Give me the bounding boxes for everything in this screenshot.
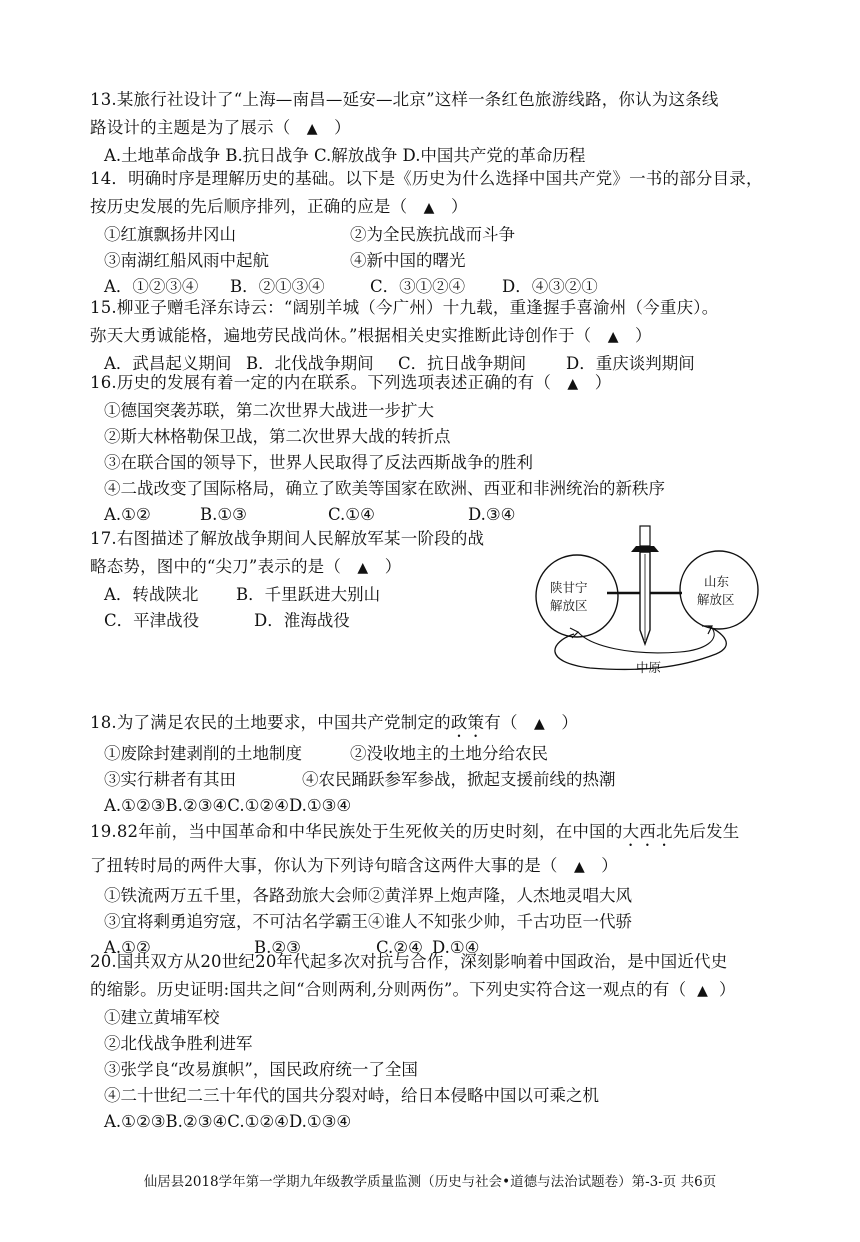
q16-item-1: ①德国突袭苏联，第二次世界大战进一步扩大 (104, 401, 434, 420)
q18-items-row-1 (90, 741, 800, 767)
page-footer: 仙居县2018学年第一学期九年级教学质量监测（历史与社会•道德与法治试题卷）第-3-页 共6页 (143, 1174, 717, 1190)
strategy-map-figure (530, 522, 770, 680)
q17-option-d: D．淮海战役 (254, 611, 350, 630)
q15-option-b: B．北伐战争期间 (246, 354, 374, 373)
q14-option-a: A．①②③④ (104, 277, 199, 296)
q19-stem-emphasis: 大西北 (622, 822, 673, 841)
q19-option-c: C.②④ (376, 938, 423, 957)
q13-options: A.土地革命战争 B.抗日战争 C.解放战争 D.中国共产党的革命历程 (104, 146, 586, 165)
q14-stem-line-1: 14．明确时序是理解历史的基础。以下是《历史为什么选择中国共产党》一书的部分目录， (90, 169, 763, 188)
q16-answer-mark: ▲ (567, 376, 579, 392)
q15-close-paren: ） (635, 326, 652, 345)
q17-answer-mark: ▲ (357, 560, 369, 576)
q17-close-paren: ） (384, 557, 402, 576)
q17-option-b: B．千里跃进大别山 (236, 585, 381, 604)
q16-option-d: D.③④ (468, 505, 516, 524)
q16-option-a: A.①② (104, 505, 151, 524)
q17-stem-line-1: 17.右图描述了解放战争期间人民解放军某一阶段的战 (90, 529, 485, 548)
q19-answer-mark: ▲ (573, 859, 585, 875)
dagger-pommel (631, 546, 659, 552)
q18-stem-text: 18.为了满足农民的土地要求，中国共产党制定的 (90, 713, 451, 732)
q19-stem-text: 19.82年前，当中国革命和中华民族处于生死攸关的历史时刻，在中国的 (90, 822, 623, 841)
q18-item-4: ④农民踊跃参军参战，掀起支援前线的热潮 (302, 770, 616, 789)
q16-option-b: B.①③ (200, 505, 247, 524)
q14-option-d: D．④③②① (502, 277, 598, 296)
map-label-right-1: 山东 (704, 574, 730, 589)
q19-option-b: B.②③ (254, 938, 301, 957)
q16-close-paren: ） (594, 373, 612, 392)
q19-items-row-2: ③宜将剩勇追穷寇，不可沽名学霸王④谁人不知张少帅，千古功臣一代骄 (104, 912, 632, 931)
q13-stem-line-2 (90, 114, 800, 143)
q13-stem-text: 路设计的主题是为了展示（ (90, 118, 291, 137)
q14-stem-text: 按历史发展的先后顺序排列，正确的应是（ (90, 197, 408, 216)
q16-item-3: ③在联合国的领导下，世界人民取得了反法西斯战争的胜利 (104, 453, 533, 472)
q16-stem-text: 16.历史的发展有着一定的内在联系。下列选项表述正确的有（ (90, 373, 552, 392)
dagger-handle (640, 526, 650, 546)
map-label-left-2: 解放区 (550, 598, 588, 613)
q19-stem-end: 先后发生 (672, 822, 740, 841)
q18-items-row-2 (90, 767, 800, 793)
question-13 (90, 86, 800, 169)
q18-close-paren: ） (561, 713, 579, 732)
q18-stem-end: 有（ (484, 713, 518, 732)
q18-answer-mark: ▲ (534, 716, 545, 732)
q13-answer-mark: ▲ (306, 121, 318, 137)
q19-stem-text-2: 了扭转时局的两件大事，你认为下列诗句暗含这两件大事的是（ (90, 856, 558, 875)
q20-stem-text: 的缩影。历史证明:国共之间“合则两利,分则两伤”。下列史实符合这一观点的有（ (90, 980, 687, 999)
q16-stem (90, 369, 800, 398)
q20-item-4: ④二十世纪二三十年代的国共分裂对峙，给日本侵略中国以可乘之机 (104, 1086, 599, 1105)
q18-options: A.①②③B.②③④C.①②④D.①③④ (104, 796, 352, 815)
q18-stem-emphasis: 政策 (450, 713, 485, 732)
q16-option-c: C.①④ (328, 505, 375, 524)
map-label-left-1: 陕甘宁 (550, 580, 588, 595)
q15-answer-mark: ▲ (607, 329, 619, 345)
q20-options: A.①②③B.②③④C.①②④D.①③④ (104, 1112, 352, 1131)
q20-stem-line-1: 20.国共双方从20世纪20年代起多次对抗与合作，深刻影响着中国政治，是中国近代史 (90, 952, 728, 971)
q14-item-2: ②为全民族抗战而斗争 (350, 225, 515, 244)
q15-stem-line-1: 15.柳亚子赠毛泽东诗云：“阔别羊城（今广州）十九载，重逢握手喜渝州（今重庆）。 (90, 298, 719, 317)
q19-items-row-1: ①铁流两万五千里，各路劲旅大会师②黄洋界上炮声隆，人杰地灵唱大风 (104, 886, 632, 905)
q14-option-c: C．③①②④ (370, 277, 466, 296)
q14-item-1: ①红旗飘扬井冈山 (104, 225, 236, 244)
q20-item-2: ②北伐战争胜利进军 (104, 1034, 253, 1053)
q19-stem-line-2 (90, 850, 800, 883)
q19-close-paren: ） (601, 856, 618, 875)
question-15 (90, 294, 800, 377)
q17-stem-line-2 (90, 553, 520, 582)
question-14 (90, 165, 800, 300)
question-18 (90, 709, 800, 819)
left-region-circle (536, 555, 618, 637)
q14-answer-mark: ▲ (423, 200, 435, 216)
q20-item-3: ③张学良“改易旗帜”，国民政府统一了全国 (104, 1060, 418, 1079)
q17-stem-text: 略态势，图中的“尖刀”表示的是（ (90, 557, 342, 576)
q18-item-3: ③实行耕者有其田 (104, 770, 236, 789)
q14-close-paren: ） (450, 197, 468, 216)
right-region-circle (680, 551, 758, 629)
q18-item-2: ②没收地主的土地分给农民 (350, 744, 548, 763)
q14-items-row-2 (90, 248, 800, 274)
q15-stem-text: 弥天大勇诚能格，遍地劳民战尚休。”根据相关史实推断此诗创作于（ (90, 326, 592, 345)
q14-item-4: ④新中国的曙光 (350, 251, 466, 270)
map-label-bottom: 中原 (636, 660, 662, 675)
q15-option-a: A．武昌起义期间 (104, 354, 232, 373)
q20-answer-mark: ▲ (697, 983, 709, 999)
q13-close-paren: ） (334, 118, 351, 137)
q20-close-paren: ） (719, 980, 736, 999)
q14-item-3: ③南湖红船风雨中起航 (104, 251, 269, 270)
q15-option-c: C．抗日战争期间 (398, 354, 527, 373)
q17-option-a: A．转战陕北 (104, 585, 199, 604)
question-16 (90, 369, 800, 528)
q19-option-a: A.①② (104, 938, 151, 957)
q16-item-2: ②斯大林格勒保卫战，第二次世界大战的转折点 (104, 427, 451, 446)
q17-options-row-2 (90, 608, 520, 634)
q20-item-1: ①建立黄埔军校 (104, 1008, 220, 1027)
q13-stem-line-1: 13.某旅行社设计了“上海—南昌—延安—北京”这样一条红色旅游线路，你认为这条线 (90, 90, 719, 109)
q17-options-row-1 (90, 582, 520, 608)
q19-option-d: D.①④ (432, 938, 480, 957)
question-20 (90, 948, 800, 1135)
q19-stem-line-1 (90, 816, 800, 850)
q18-stem (90, 709, 800, 741)
q20-stem-line-2 (90, 976, 800, 1005)
question-17 (90, 525, 520, 634)
q15-stem-line-2 (90, 322, 800, 351)
map-label-right-2: 解放区 (697, 592, 735, 607)
q14-items-row-1 (90, 222, 800, 248)
question-19 (90, 816, 800, 961)
q14-option-b: B．②①③④ (230, 277, 325, 296)
q15-option-d: D．重庆谈判期间 (566, 354, 695, 373)
q17-option-c: C．平津战役 (104, 611, 200, 630)
q14-stem-line-2 (90, 193, 800, 222)
q16-item-4: ④二战改变了国际格局，确立了欧美等国家在欧洲、西亚和非洲统治的新秩序 (104, 479, 665, 498)
q18-item-1: ①废除封建剥削的土地制度 (104, 744, 302, 763)
